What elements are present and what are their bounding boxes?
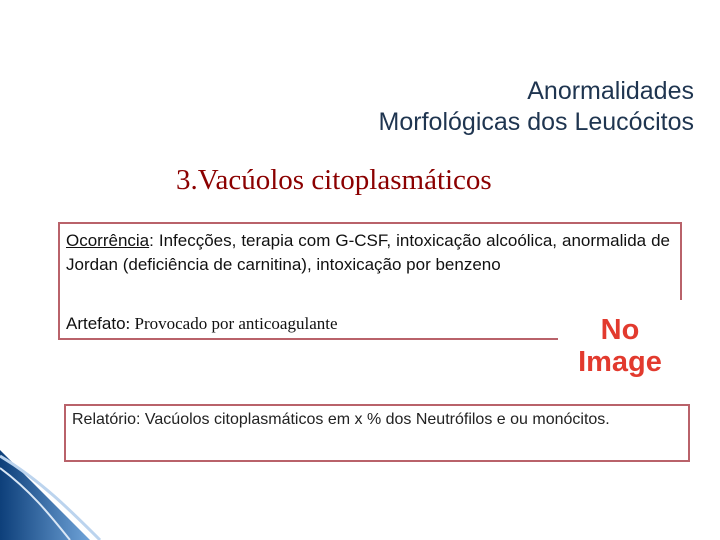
no-image-placeholder (558, 300, 682, 390)
no-image-line1: No (600, 314, 640, 346)
slide-title-line1: Anormalidades (527, 77, 694, 105)
occurrence-text: Infecções, terapia com G-CSF, intoxicação alcoólica, anormalida de Jordan (deficiência de carnitina), intoxicação por benzeno (66, 231, 670, 274)
no-image-line2: Image (578, 346, 662, 378)
corner-wave-decoration (0, 450, 200, 540)
slide-title-line2: Morfológicas dos Leucócitos (378, 108, 694, 136)
occurrence-colon: : (149, 231, 154, 250)
occurrence-label: Ocorrência (66, 231, 150, 250)
slide-title (379, 76, 694, 138)
section-title: 3.Vacúolos citoplasmáticos (176, 164, 492, 196)
artifact-text: : Provocado por anticoagulante (125, 314, 338, 333)
report-text: Relatório: Vacúolos citoplasmáticos em x % dos Neutrófilos e ou monócitos. (72, 411, 610, 428)
artifact-paragraph (66, 314, 338, 334)
artifact-label: Artefato (66, 314, 126, 333)
occurrence-paragraph (66, 229, 670, 277)
